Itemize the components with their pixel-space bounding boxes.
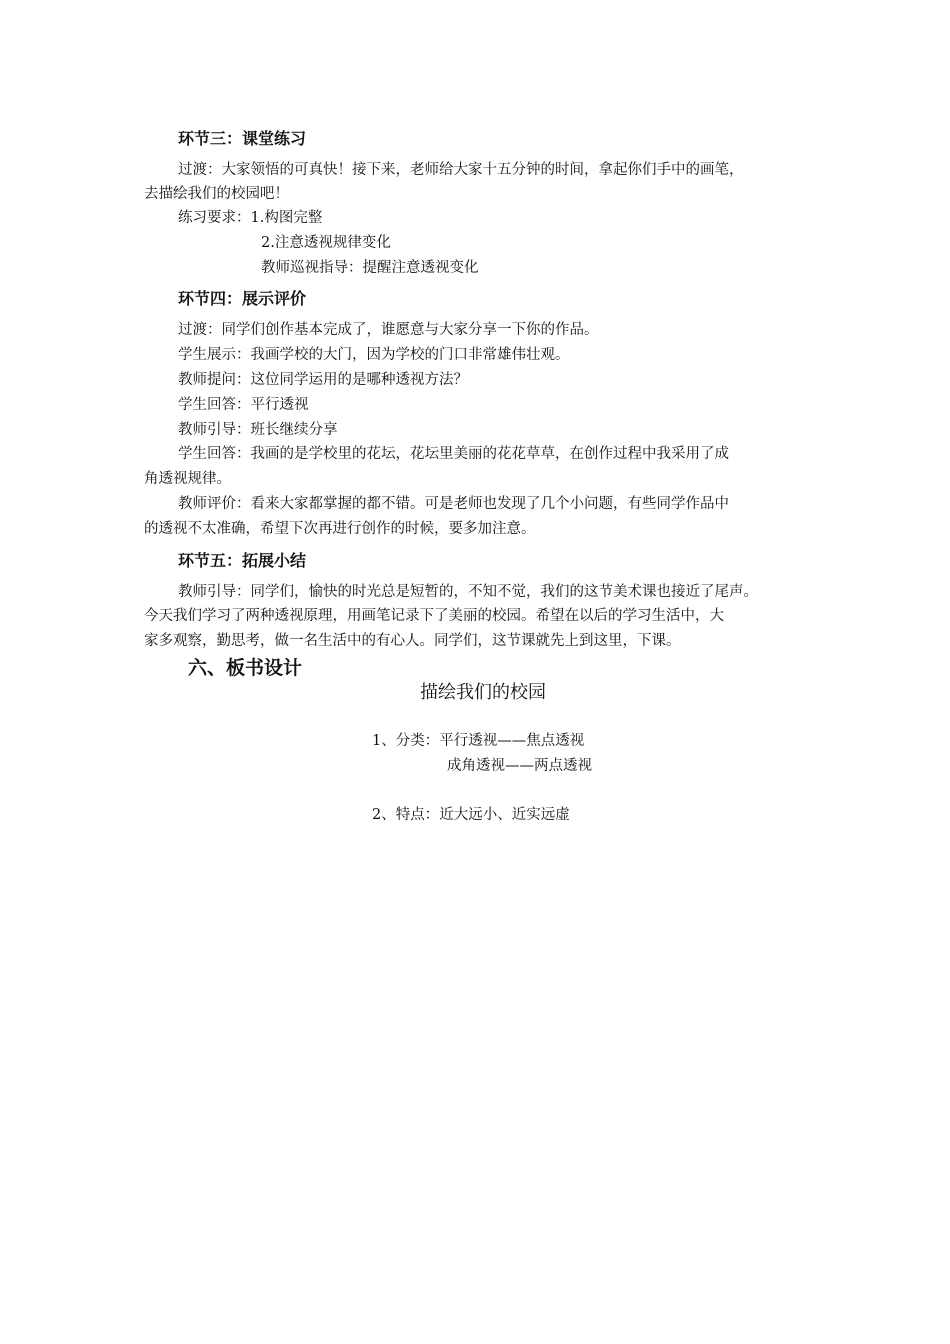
section4-line: 的透视不太准确，希望下次再进行创作的时候，要多加注意。 xyxy=(144,521,536,537)
section3-transition-line2: 去描绘我们的校园吧！ xyxy=(144,186,289,202)
section3-transition-line1: 过渡：大家领悟的可真快！接下来，老师给大家十五分钟的时间，拿起你们手中的画笔， xyxy=(178,162,744,178)
section4-line: 教师提问：这位同学运用的是哪种透视方法？ xyxy=(178,372,468,388)
section5-line: 教师引导：同学们，愉快的时光总是短暂的，不知不觉，我们的这节美术课也接近了尾声。 xyxy=(178,584,758,600)
section5-line: 今天我们学习了两种透视原理，用画笔记录下了美丽的校园。希望在以后的学习生活中，大 xyxy=(144,608,724,624)
section6-heading: 六、板书设计 xyxy=(188,657,303,679)
section5-line: 家多观察，勤思考，做一名生活中的有心人。同学们，这节课就先上到这里，下课。 xyxy=(144,633,681,649)
board-item1-line2: 成角透视——两点透视 xyxy=(447,758,592,774)
section3-teacher-guidance: 教师巡视指导：提醒注意透视变化 xyxy=(261,260,479,276)
section4-line: 学生回答：我画的是学校里的花坛，花坛里美丽的花花草草，在创作过程中我采用了成 xyxy=(178,446,729,462)
board-item1-line1: 1、分类：平行透视——焦点透视 xyxy=(372,733,585,749)
section4-heading: 环节四：展示评价 xyxy=(178,289,307,308)
section3-requirement-1: 练习要求：1.构图完整 xyxy=(178,210,323,226)
section3-heading: 环节三：课堂练习 xyxy=(178,129,307,148)
section5-heading: 环节五：拓展小结 xyxy=(178,551,307,570)
section4-line: 学生展示：我画学校的大门，因为学校的门口非常雄伟壮观。 xyxy=(178,347,570,363)
section4-line: 教师评价：看来大家都掌握的都不错。可是老师也发现了几个小问题，有些同学作品中 xyxy=(178,496,729,512)
board-item2: 2、特点：近大远小、近实远虚 xyxy=(372,807,570,823)
section4-line: 教师引导：班长继续分享 xyxy=(178,422,338,438)
board-title: 描绘我们的校园 xyxy=(420,682,546,703)
section4-line: 过渡：同学们创作基本完成了，谁愿意与大家分享一下你的作品。 xyxy=(178,322,599,338)
section3-requirement-2: 2.注意透视规律变化 xyxy=(261,235,391,251)
section4-line: 角透视规律。 xyxy=(144,471,231,487)
section4-line: 学生回答：平行透视 xyxy=(178,397,309,413)
